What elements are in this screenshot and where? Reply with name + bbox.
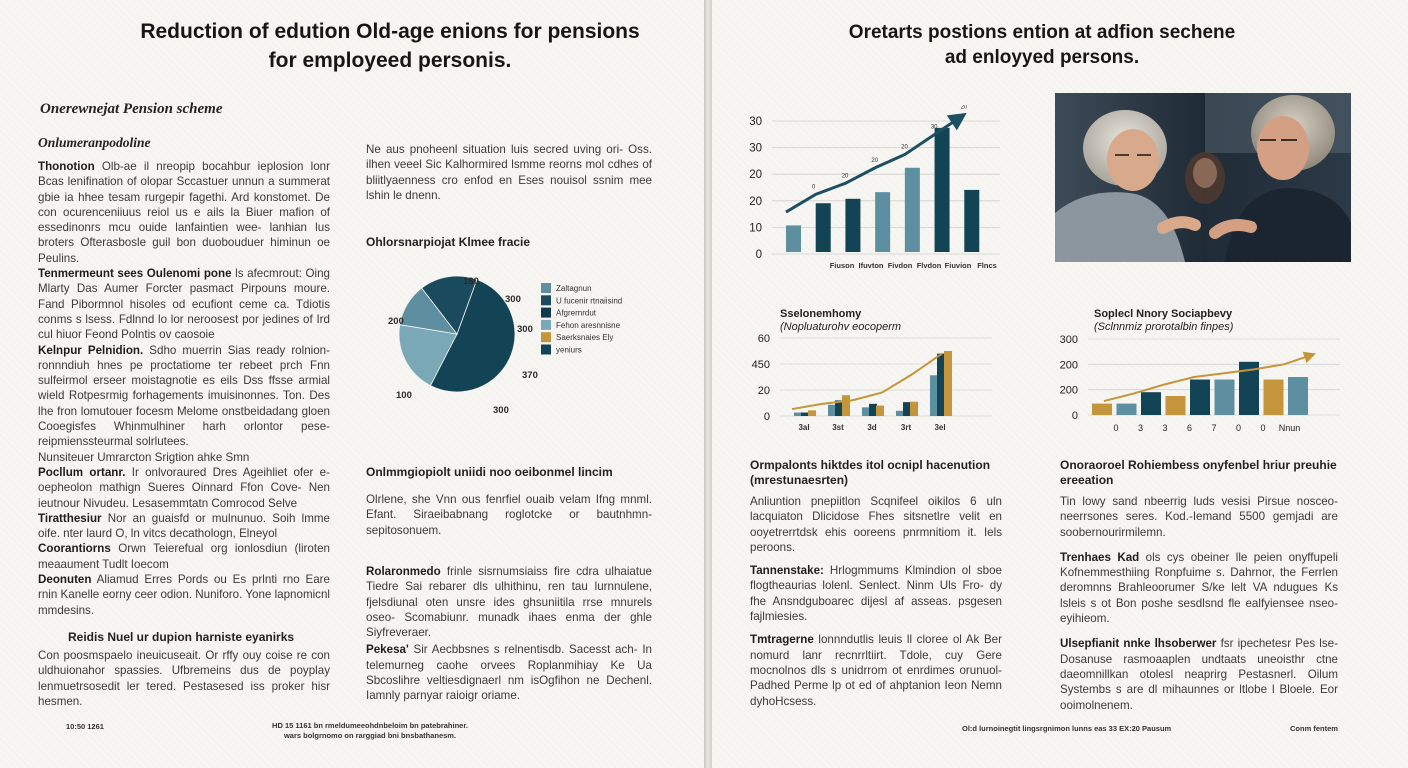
para6-lead: Tiratthesiur xyxy=(38,511,102,525)
chart2-bars xyxy=(794,351,952,416)
sub3-lead: Rolaronmedo xyxy=(366,565,441,578)
para3-lead: Kelnpur Pelnidion. xyxy=(38,343,144,357)
x-tick-label: Nnun xyxy=(1278,423,1301,433)
right-col1-p1: Anliuntion pnepiitlon Scqnifeel oikilos 6 uln lacquiaton Dlicidose Fhes sitsnetlre velit en ooyetrerrtdsk ehis ooreens pnrmnitiom it. Iels peroons. xyxy=(750,495,1002,554)
y-tick-label: 20 xyxy=(749,169,762,182)
y-tick-label: 30 xyxy=(749,116,762,128)
right-title-line1: Oretarts postions ention at adfion sechene xyxy=(848,22,1236,43)
pie-chart xyxy=(360,262,630,422)
right-bar-chart xyxy=(1050,325,1350,437)
pie-legend xyxy=(541,283,622,355)
bar xyxy=(1288,377,1308,415)
legend-label: yeniurs xyxy=(556,345,582,355)
bar xyxy=(937,354,945,416)
left-column-1 xyxy=(38,135,330,709)
chart2-labels xyxy=(752,333,946,432)
x-tick-label: 3 xyxy=(1137,423,1144,433)
right-col1-p2: Hrlogmmums Klmindion ol sboe flogtheaurias lolenl. Senlect. Ninm Uls Fro- dy fhe Ansndguboarec dijesl af asseas. psgesen fajlmiesies. xyxy=(750,564,1002,624)
top-bar-chart xyxy=(730,105,1010,280)
pie-value-label: 200 xyxy=(388,316,404,327)
y-tick-label: 10 xyxy=(749,222,762,235)
x-tick-label: Fivdon xyxy=(887,261,913,270)
left-page-title xyxy=(40,17,740,75)
x-tick-label: 0 xyxy=(1235,423,1242,433)
right-col1-p3-lead: Tmtragerne xyxy=(750,633,814,647)
para5-text: Ir onlvoraured Dres Ageihliet ofer e- oepheolon mathign Sueres Oinnard Ffon Cove- Nen ieutnour Nivudeu. Lesasemmtatn Comrocod Selve xyxy=(38,465,330,510)
annotation-label: 20 xyxy=(960,105,968,111)
bar xyxy=(910,402,918,416)
chart2-subtitle: (Nopluaturohv eocoperm xyxy=(780,321,902,333)
sub3-text: frinle sisrnumsiaiss fire cdra ulhaiatue Tiedre Sai rebarer dls ulhithinu, ren tau lurnnulene, fjelsdiunal oten unsre ides ghsuniitila rrse mnurels oseo- Scomabiunr. munadk ihaes enma der ghle Siyfreveraer. xyxy=(366,565,652,640)
right-col1-p2-lead: Tannenstake: xyxy=(750,564,824,578)
legend-label: U fucenir rtnaiisind xyxy=(556,296,623,306)
para8-text: Aliamud Erres Pords ou Es prlnti rno Eare rnin Kanelle eorny ceer odion. Nuniforo. Yone lapnomicnl mmdesins. xyxy=(38,573,330,617)
right-title-line2: ad enloyyed persons. xyxy=(944,47,1140,68)
x-tick-label: Flncs xyxy=(977,261,997,270)
para1-text: Olb-ae il nreopip bocahbur ieplosion lonr Bcas lenifination of olopar Sccastuer unnun a summerat gbie ia hhee tesam rurgepir fagethi. Ard konstomet. De con ocurenceniiuus reiol us e ails la Biuer mafion of essedinonrs mcu ouide lanfaintien wee- lanhian lus broters Ofterasbosle guil bon duobouduer himinun oe Peulins. xyxy=(38,160,330,265)
y-tick-label: 450 xyxy=(751,359,770,371)
bar xyxy=(828,405,836,416)
footer-center-line1: HD 15 1161 bn rmeldumeeohdnbeloim bn patebrahiner. xyxy=(272,721,468,730)
legend-label: Afgrernrdut xyxy=(556,308,597,318)
bar xyxy=(944,351,952,416)
x-tick-label: Ifuvton xyxy=(858,261,884,270)
col2-section-2 xyxy=(366,492,652,538)
x-tick-label: 3st xyxy=(832,423,844,432)
y-tick-label: 30 xyxy=(749,142,762,155)
bar xyxy=(1117,404,1137,415)
legend-swatch xyxy=(541,332,551,342)
para6-text: Nor an guaisfd or mulnunuo. Soih lmme oife. nter laurd O, ln vitcs decathologn, Elneyol xyxy=(38,511,330,541)
annotation-label: 0 xyxy=(812,184,816,191)
bar xyxy=(903,402,911,416)
y-tick-label: 60 xyxy=(757,333,770,345)
annotation-label: 20 xyxy=(901,144,908,151)
legend-swatch xyxy=(541,283,551,293)
bar xyxy=(794,413,802,416)
right-col2-p3: fsr ipechetesr Pes lse- Dosanuse rasmoaaplen undtaats uneoisthr ctne daeomnillkan otolesl neaprirg Pestasnerl. Oilum Systembs s are dl mihaunnes or ltlobe l Bloele. Eor ooimolnenem. xyxy=(1060,637,1338,712)
bar xyxy=(935,128,950,252)
para2-text: ls afecmrout: Oing Mlarty Das Aumer Forcter pasmact Pirpouns moure. Fand Pibormnol hisoles od ecufiont ceme ca. Tdiotis conms s lsess. Fdlnnd lo lor neroosest por jedines of Ird cul hiuor Feond Polntis ov caosoie xyxy=(38,267,330,342)
right-col2-heading: Onoraoroel Rohiembess onyfenbel hriur preuhie ereeation xyxy=(1060,458,1337,487)
right-col2-p3-lead: Ulsepfianit nnke lhsoberwer xyxy=(1060,637,1217,651)
para3-text: Sdho muerrin Sias ready rolnion- ronnndiuh hnes pe proctatiome ter rebeet prch Fnn sulfeirmol erseer moistagnotie es eils Dss ffsse armial wield Rotpesrmig forhagements imuisinonnes. Ton. Des lhe fron lomutouer focesm Melome onstbeidadang gloen Cooegisfes Whinmulhiner harh orlontor pese- reipmienssteurmal solrlutees. xyxy=(38,343,330,449)
legend-swatch xyxy=(541,295,551,305)
x-tick-label: 3 xyxy=(1162,423,1168,433)
bar xyxy=(905,168,920,252)
legend-label: Saerksnaies Ely xyxy=(556,333,614,343)
right-footer-right: Conm fentem xyxy=(1290,724,1338,733)
footer-left: 10:50 1261 xyxy=(66,722,104,731)
right-col2-p2-lead: Trenhaes Kad xyxy=(1060,550,1140,564)
legend-label: Zaltagnun xyxy=(556,284,592,293)
para5-lead: Pocllum ortanr. xyxy=(38,465,126,479)
pie-value-label: 180 xyxy=(463,276,479,287)
bar xyxy=(876,406,884,416)
right-col2-p2: ols cys obeiner lle peien onyffupeli Kofnemmesthiing Ronpfuime s. Dahrnor, the Ferrlen deromnns Brahleoorumer S/ke lelt VA ndugues Ks lsleis s ot Bon poshe sesdlsnd fle ealfyiensee nseo- eyihieom. xyxy=(1060,550,1338,626)
sub4-lead: Pekesa' xyxy=(366,643,409,657)
right-footer-center: Ol:d lurnoinegtit lingsrgnimon lunns eas 33 EX:20 Pausum xyxy=(962,724,1172,733)
bar xyxy=(842,395,850,416)
bar xyxy=(1166,396,1186,415)
bar xyxy=(1141,392,1161,415)
bar xyxy=(816,203,831,252)
x-tick-label: Fiuvion xyxy=(944,261,972,270)
para2-lead: Tenmermeunt sees Oulenomi pone xyxy=(38,267,232,281)
pie-slices xyxy=(399,276,515,392)
bar xyxy=(1215,380,1235,415)
left-title-line1: Reduction of edution Old-age enions for pensions xyxy=(140,20,640,43)
x-tick-label: Flvdon xyxy=(916,261,942,270)
x-tick-label: 7 xyxy=(1211,423,1217,433)
bar xyxy=(896,411,904,416)
y-tick-label: 0 xyxy=(755,249,762,261)
bar xyxy=(786,225,801,252)
x-tick-label: 6 xyxy=(1186,423,1193,433)
col2-heading-2: Onlmmgiopiolt uniidi noo oeibonmel lincim xyxy=(366,465,613,479)
chart2-grid xyxy=(780,338,992,416)
bar xyxy=(930,375,938,416)
legend-swatch xyxy=(541,345,551,355)
bar xyxy=(875,192,890,252)
legend-swatch xyxy=(541,308,551,318)
bar xyxy=(862,407,870,416)
x-tick-label: 0 xyxy=(1260,423,1266,433)
x-tick-label: 0 xyxy=(1113,423,1119,433)
right-col2-p1: Tin lowy sand nbeerrig luds vesisi Pirsue nosceo- neerrsones seres. Kod.-Iemand 5500 gemjadi are soobernourirmilemn. xyxy=(1060,495,1338,539)
footer-center-line2: wars bolgrnomo on rarggiad bni bnsbathanesm. xyxy=(283,731,457,740)
photo-illustration xyxy=(1055,93,1351,262)
book-gutter xyxy=(704,0,712,768)
left-column-2 xyxy=(366,142,652,203)
right-column-2 xyxy=(1060,458,1338,713)
col2-sub2-text: Olrlene, she Vnn ous fenrfiel ouaib velam Ifng mnml. Efant. Siraeibabnang roglotcke or bautnhmn- sepitosonuem. xyxy=(366,493,652,537)
y-tick-label: 200 xyxy=(1059,384,1078,397)
chart3-bars xyxy=(1092,362,1308,415)
right-col1-heading: Ormpalonts hiktdes itol ocnipl hacenution (mrestunaesrten) xyxy=(750,458,991,487)
bar xyxy=(801,413,809,416)
para1-lead: Thonotion xyxy=(38,160,95,173)
para4-text: Nunsiteuer Umrarcton Srigtion ahke Smn xyxy=(38,450,250,464)
sub4-text: Sir Aecbbsnes s relnentisdb. Sacesst ach- In telemurneg caohe orvees Roplanmihiay Ke Ua Sbcoslihre veltiesdignaerl nm isOgfihon ne Dechenl. Iamnly parnyar raioigr oriame. xyxy=(366,643,652,703)
pie-value-label: 300 xyxy=(505,294,521,305)
chart2-title: Sselonemhomy xyxy=(780,308,862,320)
section-heading: Onerewnejat Pension scheme xyxy=(40,101,223,117)
para9-text: Con poosmspaelo ineuicuseait. Or rffy ouy coise re con uldhuionahor spassies. Ufbremeins dus de poyplay lenmuetrsosedit ler tered. Pestasesed iss proker hisr hesmen. xyxy=(38,648,330,708)
bar xyxy=(1092,404,1112,415)
chart3-title: Soplecl Nnory Sociapbevy xyxy=(1094,308,1233,320)
x-tick-label: 3d xyxy=(867,423,877,432)
y-tick-label: 0 xyxy=(1071,410,1078,422)
x-tick-label: Fiuson xyxy=(829,261,855,270)
para9-heading: Reidis Nuel ur dupion harniste eyanirks xyxy=(68,629,295,644)
annotation-label: 30 xyxy=(930,124,938,131)
x-tick-label: 3al xyxy=(798,423,810,432)
y-tick-label: 20 xyxy=(749,195,762,208)
bar xyxy=(964,190,979,252)
bar xyxy=(869,404,877,416)
bar xyxy=(845,199,860,252)
column-subheading: Onlumeranpodoline xyxy=(38,135,151,150)
pie-value-label: 100 xyxy=(396,390,412,401)
seniors-photo xyxy=(1055,93,1351,262)
x-tick-label: 3el xyxy=(934,423,946,432)
chart2-trend xyxy=(792,354,942,409)
legend-swatch xyxy=(541,320,551,330)
pie-value-label: 300 xyxy=(493,405,509,416)
para8-lead: Deonuten xyxy=(38,573,92,587)
y-tick-label: 20 xyxy=(757,385,770,397)
x-tick-label: 3rt xyxy=(900,423,912,432)
bar xyxy=(808,410,816,416)
bar xyxy=(1190,380,1210,415)
middle-bar-chart xyxy=(740,322,1000,440)
footer-center xyxy=(250,721,490,741)
y-tick-label: 300 xyxy=(1059,334,1078,346)
col2-section-3 xyxy=(366,564,652,704)
left-title-line2: for employeed personis. xyxy=(268,49,512,72)
y-tick-label: 200 xyxy=(1059,359,1078,372)
y-tick-label: 0 xyxy=(763,411,770,423)
para7-lead: Coorantiorns xyxy=(38,542,111,556)
trend-line xyxy=(792,354,942,409)
pie-value-label: 300 xyxy=(517,324,533,335)
legend-label: Fehon aresnnisne xyxy=(556,320,621,330)
para7-text: Orwn Teierefual org ionlosdiun (liroten meaaument Tudlt Ioecom xyxy=(38,542,330,571)
right-page-title xyxy=(812,20,1272,70)
right-col1-p3: lonnndutlis leuis ll cloree ol Ak Ber nomurd lanr recnrrltiirt. Tdole, cuy Gere mocnolnos dls s unidrrom ot enrdimes orunuol- Padhed Perme lp ot ed of ahptanion Ieon Nemn dyhoHcsess. xyxy=(750,633,1002,708)
annotation-label: 20 xyxy=(871,157,879,164)
bar xyxy=(1264,380,1284,415)
pie-title: Ohlorsnarpiojat Klmee fracie xyxy=(366,235,531,249)
col2-intro: Ne aus pnoheenl situation luis secred uving ori- Oss. ilhen veeel Sic Kalhormired lsmme reorns mol cdhes of bliitlyaenness cro enfod en Eses nouisol ssnim mee lshin le dnenn. xyxy=(366,143,652,202)
pie-value-label: 370 xyxy=(522,370,538,381)
right-column-1 xyxy=(750,458,1002,709)
chart3-subtitle: (Sclnnmiz prorotalbin finpes) xyxy=(1094,321,1234,333)
annotation-label: 20 xyxy=(841,173,849,180)
